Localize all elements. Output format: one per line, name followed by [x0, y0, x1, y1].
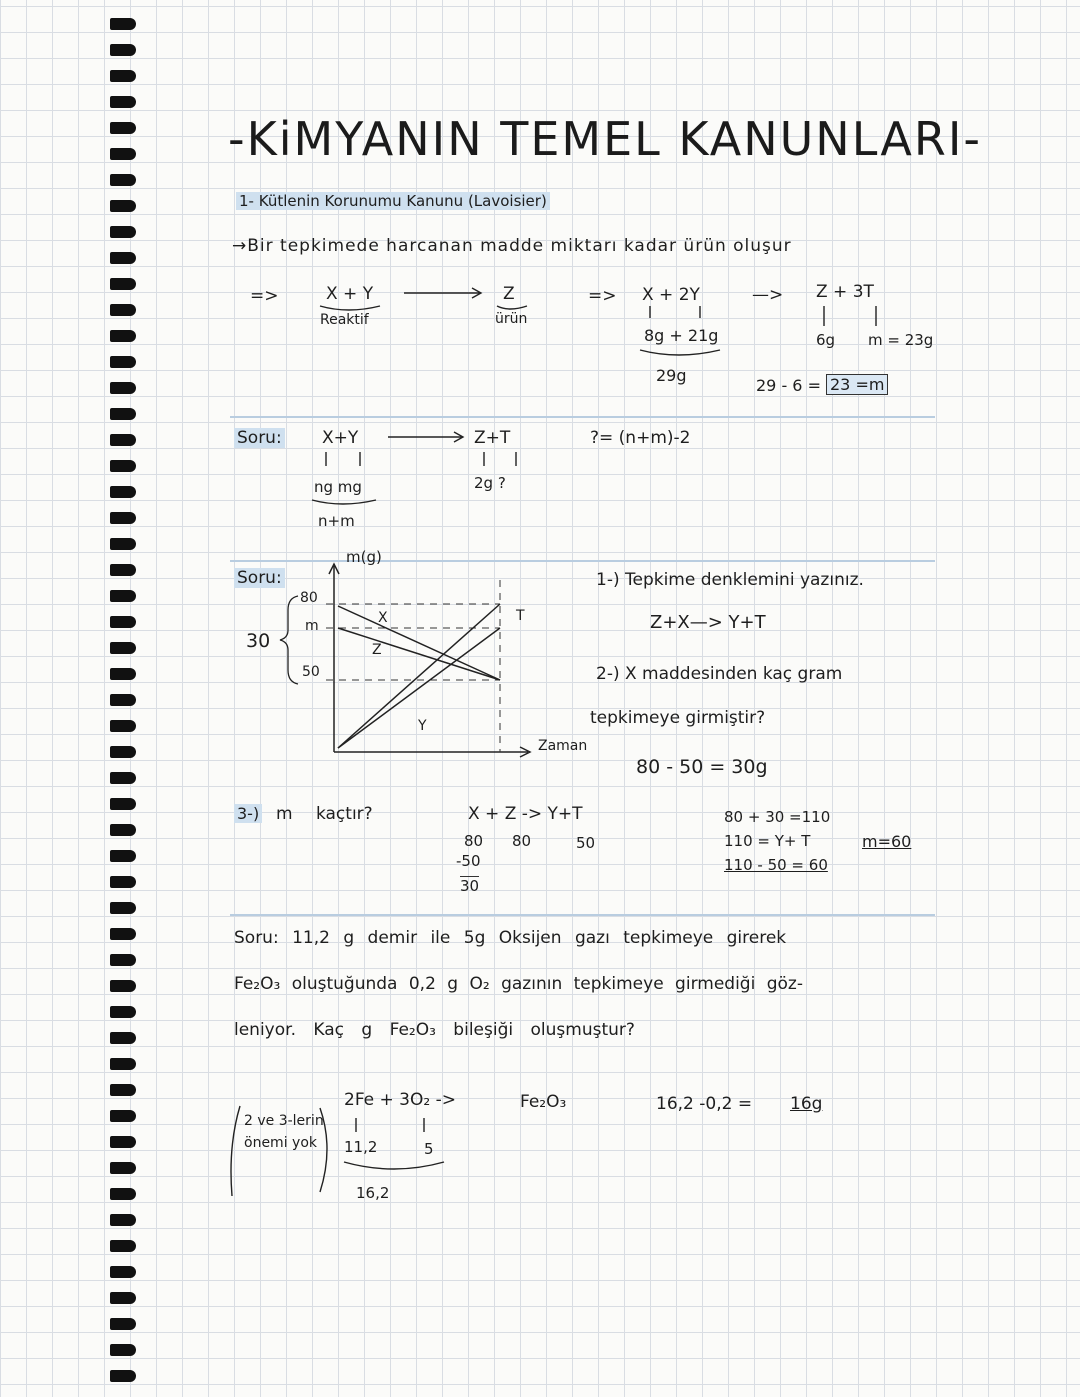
graph-x-axis-label: Zaman — [538, 738, 588, 754]
q2-subtract: -50 — [456, 852, 481, 870]
q2-part2-b: tepkimeye girmiştir? — [590, 708, 766, 728]
graph-tick-80: 80 — [300, 590, 318, 606]
example-result: 23 =m — [826, 374, 888, 395]
q2-value-x: 80 — [464, 832, 484, 850]
q2-calc-3: 110 - 50 = 60 — [724, 856, 828, 874]
example-equation: X + 2Y — [642, 285, 700, 305]
graph-y-axis-label: m(g) — [346, 548, 382, 566]
q2-part1: 1-) Tepkime denklemini yazınız. — [596, 570, 864, 590]
q2-answer: m=60 — [862, 832, 912, 851]
q3-equation: 2Fe + 3O₂ -> — [344, 1090, 456, 1110]
graph-brace-label: 30 — [246, 630, 271, 652]
q3-calc: 16,2 -0,2 = — [656, 1094, 753, 1114]
q1-product-masses: 2g ? — [474, 474, 506, 492]
graph-tick-m: m — [305, 618, 319, 634]
graph-tick-50: 50 — [302, 664, 320, 680]
example-arrow: —> — [752, 285, 784, 305]
section-statement: →Bir tepkimede harcanan madde miktarı kadar ürün oluşur — [232, 236, 792, 256]
q2-value-z: 80 — [512, 832, 532, 850]
line-label-x: X — [378, 610, 388, 626]
q2-difference: 30 — [460, 877, 480, 895]
example-z-mass: 6g — [816, 331, 836, 349]
q2-part2-a: 2-) X maddesinden kaç gram — [596, 664, 843, 684]
q3-sum: 16,2 — [356, 1184, 390, 1202]
q3-line-3: leniyor. Kaç g Fe₂O₃ bileşiği oluşmuştur? — [234, 1020, 635, 1040]
q2-equation: Z+X—> Y+T — [650, 612, 766, 633]
q2-part3-question: m kaçtır? — [276, 804, 373, 824]
q3-mass-o2: 5 — [424, 1140, 434, 1158]
q3-note: 2 ve 3-lerin önemi yok — [244, 1113, 324, 1151]
imply-arrow-2: => — [588, 286, 617, 306]
section-heading: 1- Kütlenin Korunumu Kanunu (Lavoisier) — [236, 192, 550, 210]
q2-part2-answer: 80 - 50 = 30g — [636, 756, 768, 778]
page-title: -KiMYANIN TEMEL KANUNLARI- — [228, 112, 982, 166]
q2-calc-2: 110 = Y+ T — [724, 832, 811, 850]
product-expression: Z — [503, 284, 515, 304]
q1-sum: n+m — [318, 512, 355, 530]
example-masses: 8g + 21g — [644, 326, 719, 345]
q2-part3-label: 3-) — [234, 804, 262, 823]
q2-part3-equation: X + Z -> Y+T — [468, 804, 583, 824]
q1-products: Z+T — [474, 428, 511, 448]
reactant-label: Reaktif — [320, 312, 369, 328]
q1-reactants: X+Y — [322, 428, 359, 448]
q1-answer: ?= (n+m)-2 — [590, 428, 691, 448]
imply-arrow: => — [250, 286, 279, 306]
example-calc: 29 - 6 = — [756, 376, 821, 395]
q3-line-1: Soru: 11,2 g demir ile 5g Oksijen gazı tepkimeye girerek — [234, 928, 787, 948]
q2-calc-1: 80 + 30 =110 — [724, 808, 831, 826]
q3-line-2: Fe₂O₃ oluştuğunda 0,2 g O₂ gazının tepkimeye girmediği göz- — [234, 974, 803, 994]
line-label-t: T — [516, 608, 525, 624]
q3-product: Fe₂O₃ — [520, 1092, 567, 1112]
example-products: Z + 3T — [816, 282, 874, 302]
q3-mass-fe: 11,2 — [344, 1138, 378, 1156]
question-2-label: Soru: — [234, 568, 285, 588]
line-label-y: Y — [418, 718, 427, 734]
example-m: m = 23g — [868, 331, 934, 349]
reactant-expression: X + Y — [326, 284, 374, 304]
q2-value-y: 50 — [576, 834, 596, 852]
example-total: 29g — [656, 366, 687, 385]
line-label-z: Z — [372, 642, 382, 658]
question-1-label: Soru: — [234, 428, 285, 448]
q1-masses: ng mg — [314, 478, 362, 496]
q3-result: 16g — [790, 1094, 823, 1114]
product-label: ürün — [495, 311, 528, 327]
